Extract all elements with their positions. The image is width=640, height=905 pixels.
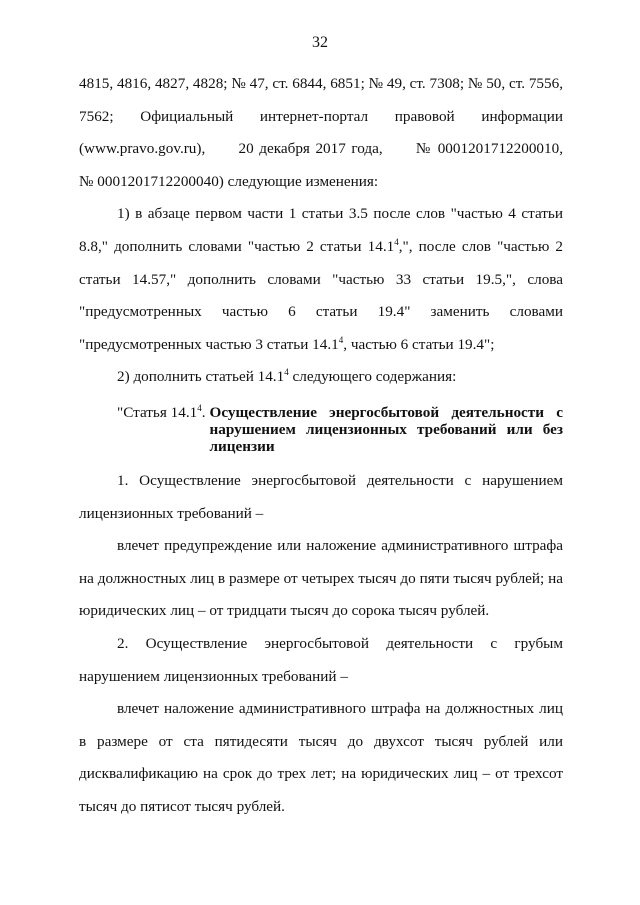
paragraph-1: 1. Осуществление энергосбытовой деятельности с нарушением лицензионных требований – (79, 471, 563, 522)
amendment-item-2 (79, 361, 563, 394)
page-number: 32 (312, 34, 328, 51)
text-line-3-content: (www.pravo.gov.ru), 20 декабря 2017 года, № 0001201712200010, (79, 140, 563, 158)
text-line-3 (79, 133, 563, 166)
paragraph-3: 2. Осуществление энергосбытовой деятельности с грубым нарушением лицензионных требований – (79, 634, 563, 685)
document-body (79, 68, 563, 823)
text-line-2 (79, 101, 563, 134)
text-line-2-content: 7562; Официальный интернет-портал правовой информации (79, 107, 563, 125)
article-number (79, 404, 210, 421)
item1-part-a: 1) в абзаце первом части 1 статьи 3.5 после слов "частью 4 статьи 8.8," дополнить словами "частью 2 статьи 14.1 (79, 205, 563, 255)
text-line-1: 4815, 4816, 4827, 4828; № 47, ст. 6844, 6851; № 49, ст. 7308; № 50, ст. 7556, (79, 75, 563, 92)
item1-part-b: ,", после слов "частью 2 статьи 14.57," дополнить словами "частью 33 статьи 19.5,", слова "предусмотренных частью 6 статьи 19.4" заменить словами "предусмотренных частью 3 статьи 14.1 (79, 237, 563, 353)
item1-part-c: , частью 6 статьи 19.4"; (343, 335, 495, 353)
paragraph-4: влечет наложение административного штрафа на должностных лиц в размере от ста пятидесяти тысяч до двухсот тысяч рублей или дисквалификацию на срок до трех лет; на юридических лиц – от трехсот тысяч до пятисот тысяч рублей. (79, 700, 563, 815)
article-lead-b: . (201, 403, 206, 421)
article-lead-a: "Статья 14.1 (117, 403, 198, 421)
item2-text-b: следующего содержания: (288, 368, 457, 386)
item2-text-a: 2) дополнить статьей 14.1 (117, 368, 285, 386)
article-lead-sup: 4 (197, 402, 202, 413)
paragraph-2: влечет предупреждение или наложение административного штрафа на должностных лиц в размере от четырех тысяч до пяти тысяч рублей; на юридических лиц – от тридцати тысяч до сорока тысяч рублей. (79, 537, 563, 620)
text-line-4: № 0001201712200040) следующие изменения: (79, 172, 379, 190)
item1-sup-a: 4 (394, 236, 399, 247)
amendment-item-1 (79, 198, 563, 361)
item1-sup-b: 4 (338, 334, 344, 345)
article-heading: Осуществление энергосбытовой деятельности с нарушением лицензионных требований или без лицензии (209, 403, 563, 455)
article-header (79, 404, 563, 455)
item2-sup: 4 (284, 367, 289, 378)
